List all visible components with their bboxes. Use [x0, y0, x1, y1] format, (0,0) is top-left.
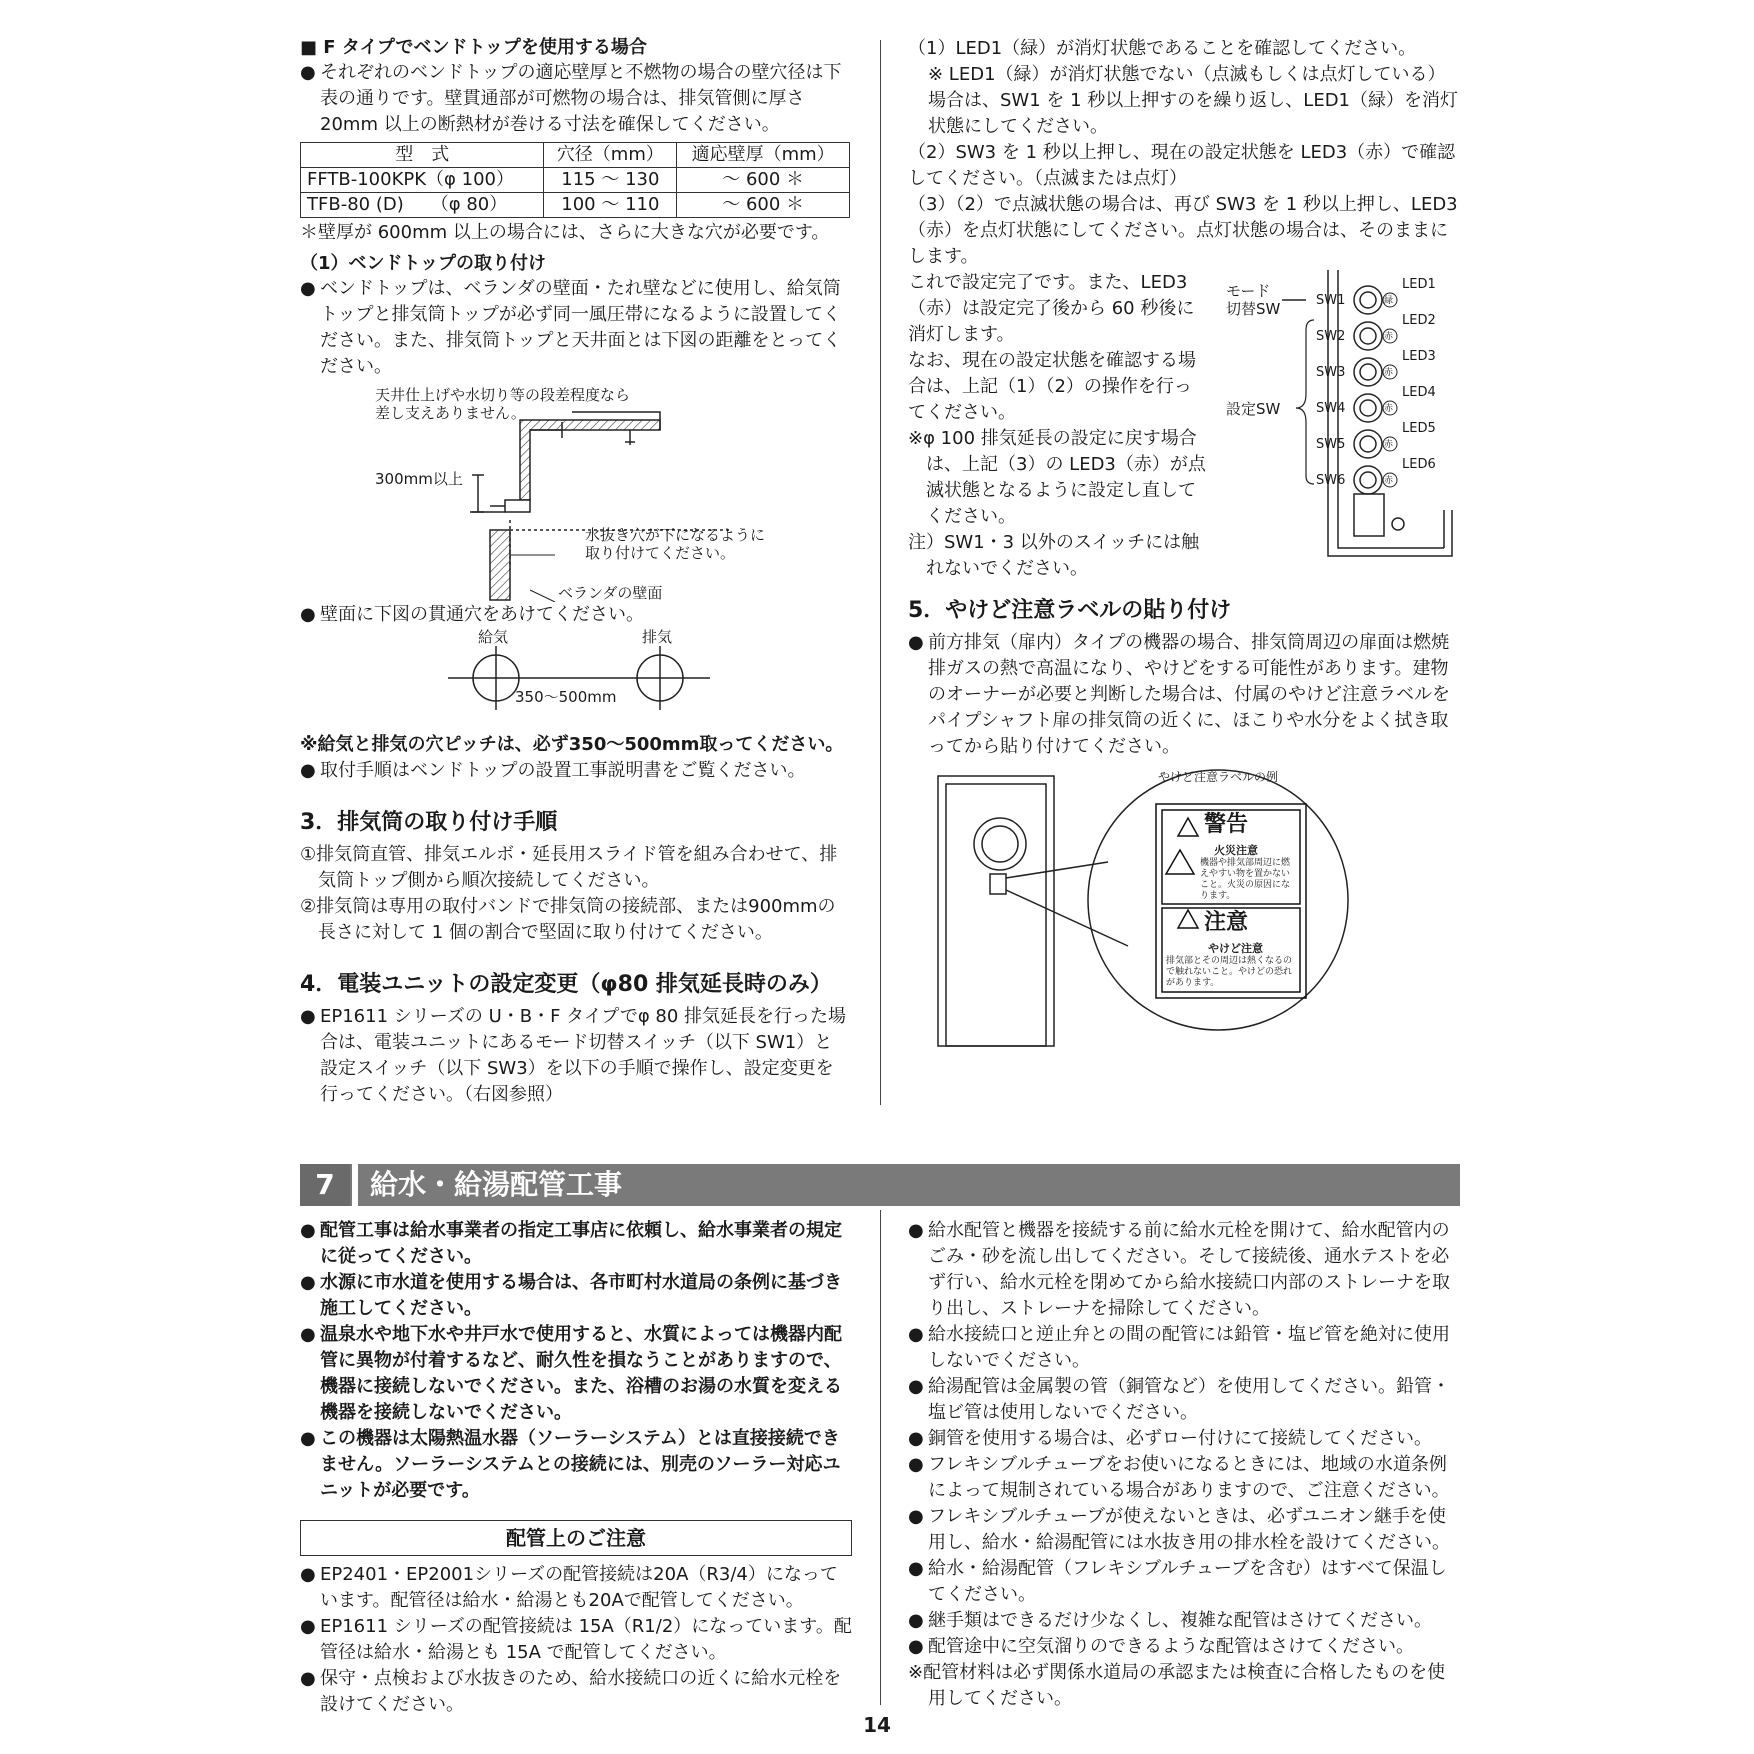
step-3: （3）（2）で点滅状態の場合は、再び SW3 を 1 秒以上押し、LED3（赤）を点灯状態にしてください。点灯状態の場合は、そのままにします。 [908, 194, 1458, 267]
list-item: ● 保守・点検および水抜きのため、給水接続口の近くに給水元栓を設けてください。 [300, 1668, 842, 1715]
sw1-label: SW1 [1316, 293, 1346, 308]
step-1: （1）LED1（緑）が消灯状態であることを確認してください。 [908, 38, 1417, 59]
section-4-title: 4．電装ユニットの設定変更（φ80 排気延長時のみ） [300, 972, 832, 997]
setting-side-text: これで設定完了です。また、LED3（赤）は設定完了後から 60 秒後に消灯します。 なお、現在の設定状態を確認する場合は、上記（1）（2）の操作を行ってください。 ※φ 100 排気延長の設定に戻す場合は、上記（3）の LED3（赤）が点滅状態となるように設定し直してください。 注）SW1・3 以外のスイッチには触れないでください。 [908, 272, 1206, 579]
switch-panel-diagram [1226, 270, 1460, 582]
hole-pitch-diagram [300, 628, 850, 732]
table-header: 適応壁厚（mm） [677, 143, 850, 168]
led2-label: LED2 [1402, 313, 1436, 328]
list-item: ● 配管工事は給水事業者の指定工事店に依頼し、給水事業者の規定に従ってください。 [300, 1220, 842, 1267]
led2-color: 赤 [1384, 332, 1394, 342]
caution-title: 注意 [1204, 910, 1249, 935]
sub1-bullet: ● ベンドトップは、ベランダの壁面・たれ壁などに使用し、給気筒トップと排気筒トップが必ず同一風圧帯になるように設置してください。また、排気筒トップと天井面とは下図の距離をとってください。 [300, 278, 842, 377]
piping-material-note: ※配管材料は必ず関係水道局の承認または検査に合格したものを使用してください。 [908, 1662, 1446, 1709]
warning-title: 警告 [1204, 812, 1249, 837]
right-column [908, 36, 1460, 1056]
sw6-label: SW6 [1316, 473, 1346, 488]
sw4-label: SW4 [1316, 401, 1346, 416]
led6-color: 赤 [1384, 476, 1394, 486]
fig1-label-300: 300mm以上 [375, 470, 463, 488]
list-item: ● EP1611 シリーズの配管接続は 15A（R1/2）になっています。配管径は給水・給湯とも 15A で配管してください。 [300, 1616, 852, 1663]
bend-top-table [300, 142, 850, 218]
list-item: ● 銅管を使用する場合は、必ずロー付けにて接続してください。 [908, 1428, 1432, 1449]
table-note: ＊壁厚が 600mm 以上の場合には、さらに大きな穴が必要です。 [300, 222, 830, 243]
table-row: TFB-80 (D) （φ 80） 100 ～ 110 ～ 600 ＊ [301, 193, 850, 218]
burn-caution-title: やけど注意 [1208, 942, 1263, 955]
hole-pitch-drawing [300, 628, 850, 732]
vent-clearance-diagram [300, 380, 850, 602]
sec3-item-1: ①排気筒直管、排気エルボ・延長用スライド管を組み合わせて、排気筒トップ側から順次接続してください。 [300, 844, 838, 891]
sec4-bullet: ● EP1611 シリーズの U・B・F タイプでφ 80 排気延長を行った場合は、電装ユニットにあるモード切替スイッチ（以下 SW1）と設定スイッチ（以下 SW3）を以下の手順で操作し、設定変更を行ってください。（右図参照） [300, 1006, 847, 1105]
led3-label: LED3 [1402, 349, 1436, 364]
fire-caution-text: 機器や排気部周辺に燃えやすい物を置かないこと。火災の原因になります。 [1200, 858, 1291, 901]
list-item: ● この機器は太陽熱温水器（ソーラーシステム）とは直接接続できません。ソーラーシステムとの接続には、別売のソーラー対応ユニットが必要です。 [300, 1428, 841, 1501]
table-header: 型 式 [301, 143, 544, 168]
section-7-separator [352, 1164, 358, 1206]
table-header: 穴径（mm） [544, 143, 677, 168]
led4-label: LED4 [1402, 385, 1436, 400]
pitch-note: ※給気と排気の穴ピッチは、必ず350～500mm取ってください。 [300, 734, 844, 755]
list-item: ● フレキシブルチューブをお使いになるときには、地域の水道条例によって規制されている場合がありますので、ご注意ください。 [908, 1454, 1450, 1501]
led5-color: 赤 [1384, 440, 1394, 450]
list-item: ● 給水・給湯配管（フレキシブルチューブを含む）はすべて保温してください。 [908, 1558, 1447, 1605]
sub1-heading: （1）ベンドトップの取り付け [300, 253, 546, 274]
burn-caution-text: 排気部とその周辺は熱くなるので触れないこと。やけどの恐れがあります。 [1166, 956, 1293, 988]
step-2: （2）SW3 を 1 秒以上押し、現在の設定状態を LED3（赤）で確認してください。（点滅または点灯） [908, 142, 1456, 189]
fig2-label-intake: 給気 [478, 628, 509, 646]
fig1-label-drain-2: 取り付けてください。 [585, 544, 736, 562]
left-column [300, 36, 850, 1108]
led3-color: 赤 [1384, 368, 1394, 378]
switch-circles [1354, 286, 1382, 494]
fig1-label-drain: 水抜き穴が下になるように [585, 526, 766, 544]
setting-sw-label: 設定SW [1226, 400, 1281, 418]
burn-label-drawing [908, 766, 1460, 1056]
f-type-bullet: ● それぞれのベンドトップの適応壁厚と不燃物の場合の壁穴径は下表の通りです。壁貫通部が可燃物の場合は、排気管側に厚さ 20mm 以上の断熱材が巻ける寸法を確保してください。 [300, 62, 842, 135]
list-item: ● フレキシブルチューブが使えないときは、必ずユニオン継手を使用し、給水・給湯配管には水抜き用の排水栓を設けてください。 [908, 1506, 1450, 1553]
f-type-heading: ■ F タイプでベンドトップを使用する場合 [300, 37, 647, 58]
fig1-label-ceiling: 天井仕上げや水切り等の段差程度なら [375, 386, 631, 404]
fire-caution-title: 火災注意 [1214, 844, 1258, 857]
list-item: ● 温泉水や地下水や井戸水で使用すると、水質によっては機器内配管に異物が付着するなど、耐久性を損なうことがありますので、機器に接続しないでください。また、浴槽のお湯の水質を変える機器を接続しないでください。 [300, 1324, 842, 1423]
column-divider-bottom [880, 1210, 881, 1705]
label-caption: やけど注意ラベルの例 [1158, 770, 1279, 784]
page-number: 14 [863, 1713, 891, 1737]
list-item: ● 給湯配管は金属製の管（銅管など）を使用してください。鉛管・塩ビ管は使用しないでください。 [908, 1376, 1450, 1423]
fig1-label-wall: ベランダの壁面 [558, 584, 663, 602]
list-item: ● 水源に市水道を使用する場合は、各市町村水道局の条例に基づき施工してください。 [300, 1272, 842, 1319]
fig2-label-pitch: 350～500mm [515, 688, 617, 706]
mode-sw-label-2: 切替SW [1226, 300, 1281, 318]
led6-label: LED6 [1402, 457, 1436, 472]
table-row: FFTB-100KPK（φ 100） 115 ～ 130 ～ 600 ＊ [301, 168, 850, 193]
section-7-header [300, 1164, 1460, 1206]
column-divider-top [880, 40, 881, 1105]
manual-bullet: ● 取付手順はベンドトップの設置工事説明書をご覧ください。 [300, 760, 806, 781]
led5-label: LED5 [1402, 421, 1436, 436]
sec3-item-2: ②排気筒は専用の取付バンドで排気筒の接続部、または900mmの長さに対して 1 個の割合で堅固に取り付けてください。 [300, 896, 836, 943]
fig1-label-ceiling-2: 差し支えありません。 [375, 404, 526, 422]
section-7-number: 7 [300, 1164, 350, 1206]
section-5-title: 5．やけど注意ラベルの貼り付け [908, 598, 1232, 623]
led1-label: LED1 [1402, 277, 1436, 292]
section-7-title: 給水・給湯配管工事 [370, 1168, 623, 1201]
list-item: ● 給水接続口と逆止弁との間の配管には鉛管・塩ビ管を絶対に使用しないでください。 [908, 1324, 1450, 1371]
list-item: ● 継手類はできるだけ少なくし、複雑な配管はさけてください。 [908, 1610, 1432, 1631]
burn-label-diagram [908, 766, 1460, 1056]
list-item: ● 給水配管と機器を接続する前に給水元栓を開けて、給水配管内のごみ・砂を流し出してください。そして接続後、通水テストを必ず行い、給水元栓を閉めてから給水接続口内部のストレーナを取り出し、ストレーナを掃除してください。 [908, 1220, 1450, 1319]
section-7-left-column [300, 1218, 852, 1718]
mode-sw-label: モード [1226, 282, 1271, 300]
section-7-right-column [908, 1218, 1460, 1712]
led4-color: 赤 [1384, 404, 1394, 414]
step-1-note: ※ LED1（緑）が消灯状態でない（点滅もしくは点灯している）場合は、SW1 を 1 秒以上押すのを繰り返し、LED1（緑）を消灯状態にしてください。 [928, 64, 1459, 137]
sw3-label: SW3 [1316, 365, 1346, 380]
piping-caution-heading: 配管上のご注意 [300, 1520, 852, 1556]
led1-color: 緑 [1384, 296, 1394, 306]
fig2-label-exhaust: 排気 [642, 628, 673, 646]
sec5-bullet: ● 前方排気（扉内）タイプの機器の場合、排気筒周辺の扉面は燃焼排ガスの熱で高温になり、やけどをする可能性があります。建物のオーナーが必要と判断した場合は、付属のやけど注意ラベルをパイプシャフト扉の排気筒の近くに、ほこりや水分をよく拭き取ってから貼り付けてください。 [908, 632, 1450, 757]
list-item: ● 配管途中に空気溜りのできるような配管はさけてください。 [908, 1636, 1414, 1657]
sw2-label: SW2 [1316, 329, 1346, 344]
setting-area [908, 270, 1460, 582]
hole-bullet: ● 壁面に下図の貫通穴をあけてください。 [300, 604, 644, 625]
section-3-title: 3．排気筒の取り付け手順 [300, 810, 558, 835]
list-item: ● EP2401・EP2001シリーズの配管接続は20A（R3/4）になっています。配管径は給水・給湯とも20Aで配管してください。 [300, 1564, 838, 1611]
sw5-label: SW5 [1316, 437, 1346, 452]
